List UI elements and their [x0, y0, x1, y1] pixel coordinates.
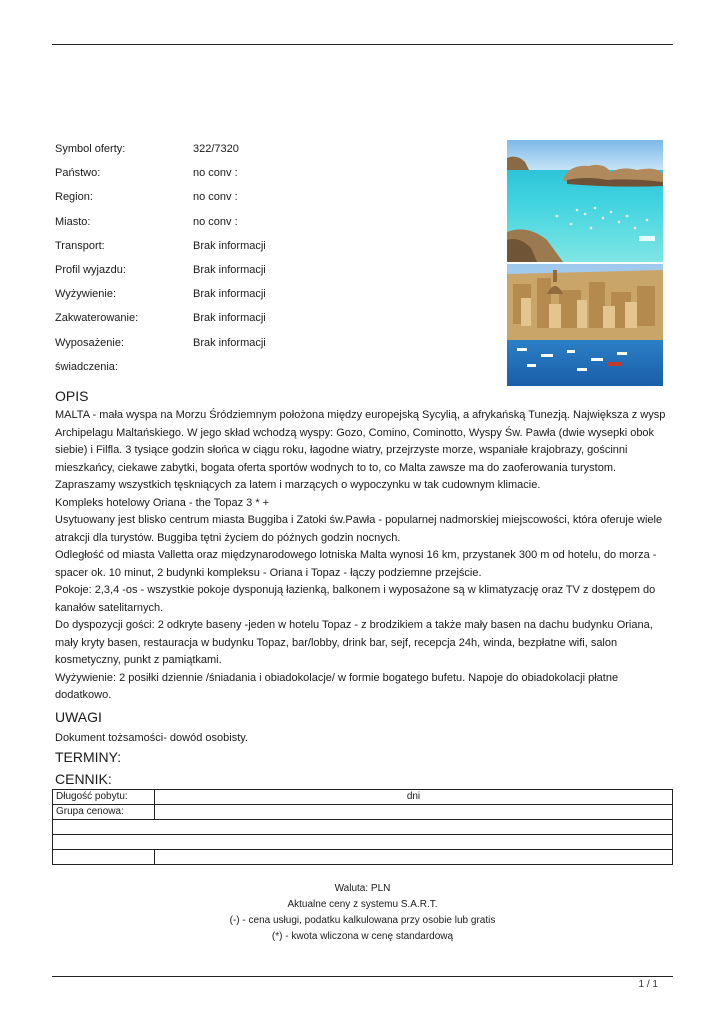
info-value: Brak informacji: [193, 239, 266, 252]
info-row: [55, 239, 495, 263]
table-cell: dni: [155, 790, 673, 805]
lagoon-photo: [507, 140, 663, 262]
info-row: [55, 215, 495, 239]
info-label: Zakwaterowanie:: [55, 312, 139, 325]
info-label: Państwo:: [55, 167, 101, 180]
info-value: no conv :: [193, 167, 238, 180]
top-rule: [52, 44, 673, 45]
info-value: Brak informacji: [193, 312, 266, 325]
info-label: Wyposażenie:: [55, 336, 124, 349]
info-label: świadczenia:: [55, 360, 118, 373]
bottom-rule: [52, 976, 673, 977]
section-heading-terminy: TERMINY:: [55, 749, 122, 765]
description-paragraph: Do dyspozycji gości: 2 odkryte baseny -jeden w hotelu Topaz - z brodzikiem a także mały basen na dachu budynku Oriana, mały kryty basen, restauracja w budynku Topaz, bar/lobby, drink bar, sejf, recepcja 24h, winda, bezpłatne wifi, salon kosmetyczny, punkt z pamiątkami.: [55, 619, 653, 666]
table-cell: Długość pobytu:: [53, 790, 155, 805]
description-paragraph: Usytuowany jest blisko centrum miasta Buggiba i Zatoki św.Pawła - popularnej nadmorskiej miejscowości, która oferuje wiele atrakcji dla turystów. Buggiba tętni życiem do późnych godzin nocnych.: [55, 514, 663, 544]
table-row: [53, 805, 673, 820]
table-cell: [53, 835, 673, 850]
uwagi-text: Dokument tożsamości- dowód osobisty.: [55, 731, 248, 744]
info-label: Profil wyjazdu:: [55, 263, 126, 276]
info-row: [55, 311, 495, 335]
system-note: Aktualne ceny z systemu S.A.R.T.: [287, 899, 438, 910]
table-row: [53, 850, 673, 865]
currency-note: Waluta: PLN: [334, 883, 391, 894]
info-row: [55, 190, 495, 214]
table-cell: [155, 805, 673, 820]
info-label: Symbol oferty:: [55, 143, 126, 155]
table-row: [53, 790, 673, 805]
table-row: [53, 820, 673, 835]
legend-note: (*) - kwota wliczona w cenę standardową: [271, 931, 454, 942]
description-paragraph: Odległość od miasta Valletta oraz międzynarodowego lotniska Malta wynosi 16 km, przystanek 300 m od hotelu, do morza - spacer ok. 10 minut, 2 budynki kompleksu - Oriana i Topaz - łączy podziemne przejście.: [55, 549, 657, 579]
info-row: [55, 263, 495, 287]
info-value: Brak informacji: [193, 336, 266, 349]
info-value: 322/7320: [193, 143, 239, 155]
description-paragraph: Kompleks hotelowy Oriana - the Topaz 3 * +: [55, 496, 270, 509]
description-paragraph: Pokoje: 2,3,4 -os - wszystkie pokoje dysponują łazienką, balkonem i wyposażone są w klimatyzację oraz TV z dostępem do kanałów satelitarnych.: [55, 584, 656, 614]
price-notes: [52, 881, 673, 945]
info-row: [55, 336, 495, 360]
legend-note: (-) - cena usługi, podatku kalkulowana przy osobie lub gratis: [229, 915, 496, 926]
info-value: Brak informacji: [193, 263, 266, 276]
info-value: Brak informacji: [193, 288, 266, 301]
section-heading-cennik: CENNIK:: [55, 771, 112, 787]
info-value: no conv :: [193, 215, 238, 228]
info-label: Wyżywienie:: [55, 288, 117, 301]
price-table: [52, 789, 673, 865]
table-cell: [53, 850, 155, 865]
description-paragraph: Wyżywienie: 2 posiłki dziennie /śniadania i obiadokolacje/ w formie bogatego bufetu. Napoje do obiadokolacji płatne dodatkowo.: [55, 671, 619, 701]
info-label: Region:: [55, 191, 93, 204]
info-row: [55, 287, 495, 311]
table-cell: Grupa cenowa:: [53, 805, 155, 820]
table-cell: [155, 850, 673, 865]
table-cell: [53, 820, 673, 835]
info-row: [55, 166, 495, 190]
info-value: no conv :: [193, 191, 238, 204]
info-row: [55, 360, 495, 384]
page-number: 1 / 1: [638, 979, 658, 990]
offer-content: [55, 387, 667, 793]
section-heading-uwagi: UWAGI: [55, 708, 102, 725]
description-paragraph: MALTA - mała wyspa na Morzu Śródziemnym położona między europejską Sycylią, a afrykańską Tunezją. Największa z wysp Archipelagu Maltańskiego. W jego skład wchodzą wyspy: Gozo, Comino, Cominotto, Wyspy Św. Pawła (dwie wysepki obok siebie) i Filfla. 3 tysiące godzin słońca w ciągu roku, łagodne wiatry, przejrzyste morze, wspaniałe krajobrazy, gościnni mieszkańcy, ciekawe zabytki, bogata oferta sportów wodnych to to, co Malta zawsze ma do zaoferowania turystom.: [55, 409, 666, 474]
description-paragraph: Zapraszamy wszystkich tęskniących za latem i marzących o wypoczynku w tak cudownym klimacie.: [55, 479, 541, 491]
table-row: [53, 835, 673, 850]
section-heading-opis: OPIS: [55, 388, 89, 404]
harbour-photo: [507, 264, 663, 386]
info-label: Miasto:: [55, 215, 91, 228]
info-row: [55, 142, 495, 166]
info-label: Transport:: [55, 239, 105, 252]
offer-info: [55, 142, 495, 384]
